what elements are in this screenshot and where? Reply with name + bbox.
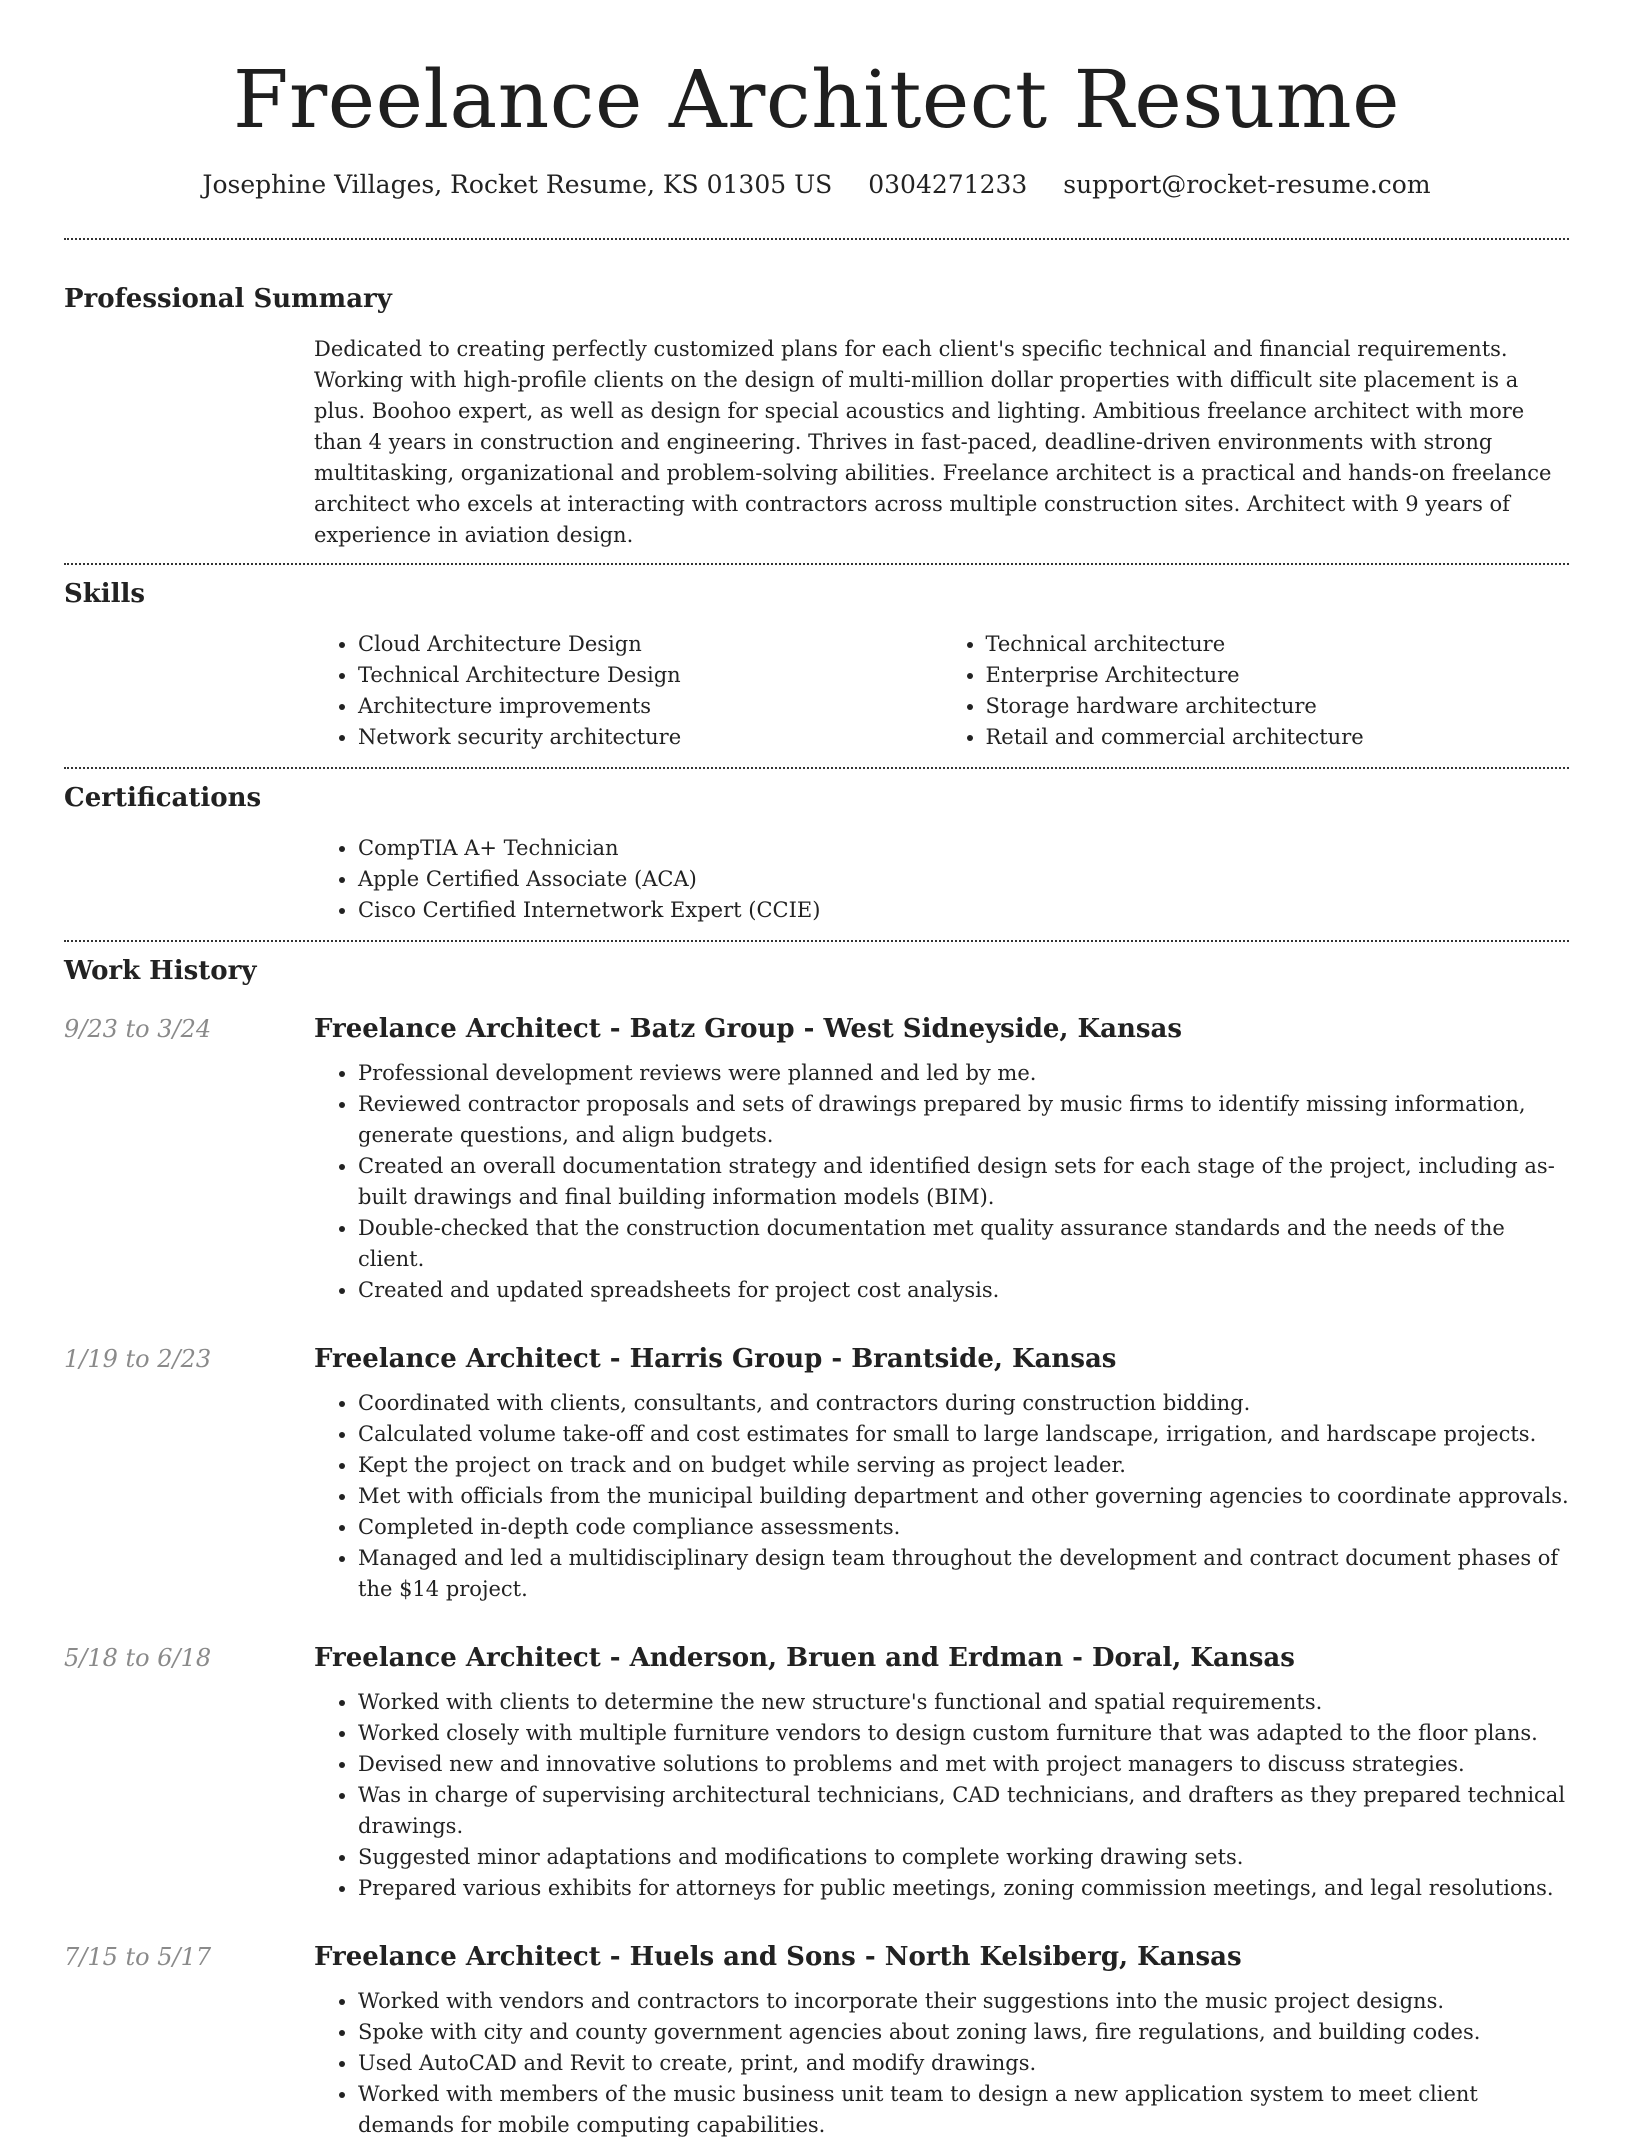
job-entry <box>64 1012 1569 1306</box>
list-item: • Was in charge of supervising architectural technicians, CAD technicians, and drafters as they prepared technical drawings. <box>358 1780 1569 1842</box>
list-item: • Network security architecture <box>358 722 942 753</box>
list-item: • Worked with clients to determine the new structure's functional and spatial requirements. <box>358 1687 1569 1718</box>
list-item: • Professional development reviews were planned and led by me. <box>358 1058 1569 1089</box>
section-heading-certifications: Certifications <box>64 783 262 813</box>
certifications-list <box>314 833 1569 926</box>
job-title: Freelance Architect - Huels and Sons - North Kelsiberg, Kansas <box>314 1942 1242 1972</box>
job-body <box>314 1012 1569 1306</box>
job-entry <box>64 1342 1569 1605</box>
job-entry <box>64 1641 1569 1904</box>
resume-page <box>64 0 1569 2141</box>
list-item: • Prepared various exhibits for attorneys for public meetings, zoning commission meetings, and legal resolutions. <box>358 1873 1569 1904</box>
job-dates: 1/19 to 2/23 <box>64 1345 212 1373</box>
summary-content <box>314 334 1569 551</box>
job-bullets <box>314 1058 1569 1306</box>
skills-list-right <box>942 629 1570 753</box>
list-item: • Storage hardware architecture <box>986 691 1570 722</box>
divider <box>64 238 1569 240</box>
section-heading-skills: Skills <box>64 579 146 609</box>
job-bullets <box>314 1388 1569 1605</box>
section-heading-summary: Professional Summary <box>64 284 392 314</box>
job-dates: 7/15 to 5/17 <box>64 1943 212 1971</box>
job-entry <box>64 1940 1569 2141</box>
contact-address: Josephine Villages, Rocket Resume, KS 01305 US <box>202 170 833 199</box>
list-item: • Managed and led a multidisciplinary design team throughout the development and contract document phases of the $14 project. <box>358 1543 1569 1605</box>
list-item: • Double-checked that the construction documentation met quality assurance standards and the needs of the client. <box>358 1213 1569 1275</box>
resume-title: Freelance Architect Resume <box>233 53 1400 146</box>
contact-phone: 0304271233 <box>868 170 1028 199</box>
list-item: • Used AutoCAD and Revit to create, print, and modify drawings. <box>358 2048 1569 2079</box>
list-item: • Completed in-depth code compliance assessments. <box>358 1512 1569 1543</box>
list-item: • Spoke with city and county government agencies about zoning laws, fire regulations, and building codes. <box>358 2017 1569 2048</box>
job-dates: 9/23 to 3/24 <box>64 1015 212 1043</box>
section-heading-work-history: Work History <box>64 956 257 986</box>
list-item: • Kept the project on track and on budget while serving as project leader. <box>358 1450 1569 1481</box>
job-dates: 5/18 to 6/18 <box>64 1644 212 1672</box>
contact-line <box>64 168 1569 202</box>
job-title: Freelance Architect - Batz Group - West Sidneyside, Kansas <box>314 1014 1182 1044</box>
job-body <box>314 1641 1569 1904</box>
list-item: • Technical architecture <box>986 629 1570 660</box>
list-item: • Devised new and innovative solutions to problems and met with project managers to discuss strategies. <box>358 1749 1569 1780</box>
skills-list-left <box>314 629 942 753</box>
list-item: • CompTIA A+ Technician <box>358 833 1569 864</box>
skills-columns <box>314 629 1569 753</box>
divider <box>64 940 1569 942</box>
divider <box>64 563 1569 565</box>
list-item: • Coordinated with clients, consultants, and contractors during construction bidding. <box>358 1388 1569 1419</box>
summary-text: Dedicated to creating perfectly customized plans for each client's specific technical and financial requirements. Working with high-profile clients on the design of multi-million dollar properties with difficult site placement is a plus. Boohoo expert, as well as design for special acoustics and lighting. Ambitious freelance architect with more than 4 years in construction and engineering. Thrives in fast-paced, deadline-driven environments with strong multitasking, organizational and problem-solving abilities. Freelance architect is a practical and hands-on freelance architect who excels at interacting with contractors across multiple construction sites. Architect with 9 years of experience in aviation design. <box>314 337 1552 547</box>
list-item: • Created and updated spreadsheets for project cost analysis. <box>358 1275 1569 1306</box>
job-body <box>314 1940 1569 2141</box>
list-item: • Worked with vendors and contractors to incorporate their suggestions into the music project designs. <box>358 1986 1569 2017</box>
list-item: • Retail and commercial architecture <box>986 722 1570 753</box>
list-item: • Suggested minor adaptations and modifications to complete working drawing sets. <box>358 1842 1569 1873</box>
list-item: • Worked closely with multiple furniture vendors to design custom furniture that was adapted to the floor plans. <box>358 1718 1569 1749</box>
list-item: • Cloud Architecture Design <box>358 629 942 660</box>
job-title: Freelance Architect - Anderson, Bruen and Erdman - Doral, Kansas <box>314 1643 1295 1673</box>
certifications-section <box>64 781 1569 926</box>
list-item: • Enterprise Architecture <box>986 660 1570 691</box>
work-history-section <box>64 954 1569 2141</box>
list-item: • Calculated volume take-off and cost estimates for small to large landscape, irrigation, and hardscape projects. <box>358 1419 1569 1450</box>
certifications-content <box>314 833 1569 926</box>
job-body <box>314 1342 1569 1605</box>
summary-section <box>64 282 1569 551</box>
list-item: • Architecture improvements <box>358 691 942 722</box>
job-bullets <box>314 1687 1569 1904</box>
list-item: • Created an overall documentation strategy and identified design sets for each stage of the project, including as-built drawings and final building information models (BIM). <box>358 1151 1569 1213</box>
job-bullets <box>314 1986 1569 2141</box>
list-item: • Cisco Certified Internetwork Expert (CCIE) <box>358 895 1569 926</box>
list-item: • Reviewed contractor proposals and sets of drawings prepared by music firms to identify missing information, generate questions, and align budgets. <box>358 1089 1569 1151</box>
divider <box>64 767 1569 769</box>
job-title: Freelance Architect - Harris Group - Brantside, Kansas <box>314 1344 1117 1374</box>
list-item: • Apple Certified Associate (ACA) <box>358 864 1569 895</box>
skills-section <box>64 577 1569 753</box>
contact-email: support@rocket-resume.com <box>1063 170 1431 199</box>
list-item: • Technical Architecture Design <box>358 660 942 691</box>
list-item: • Worked with members of the music business unit team to design a new application system to meet client demands for mobile computing capabilities. <box>358 2079 1569 2141</box>
list-item: • Met with officials from the municipal building department and other governing agencies to coordinate approvals. <box>358 1481 1569 1512</box>
